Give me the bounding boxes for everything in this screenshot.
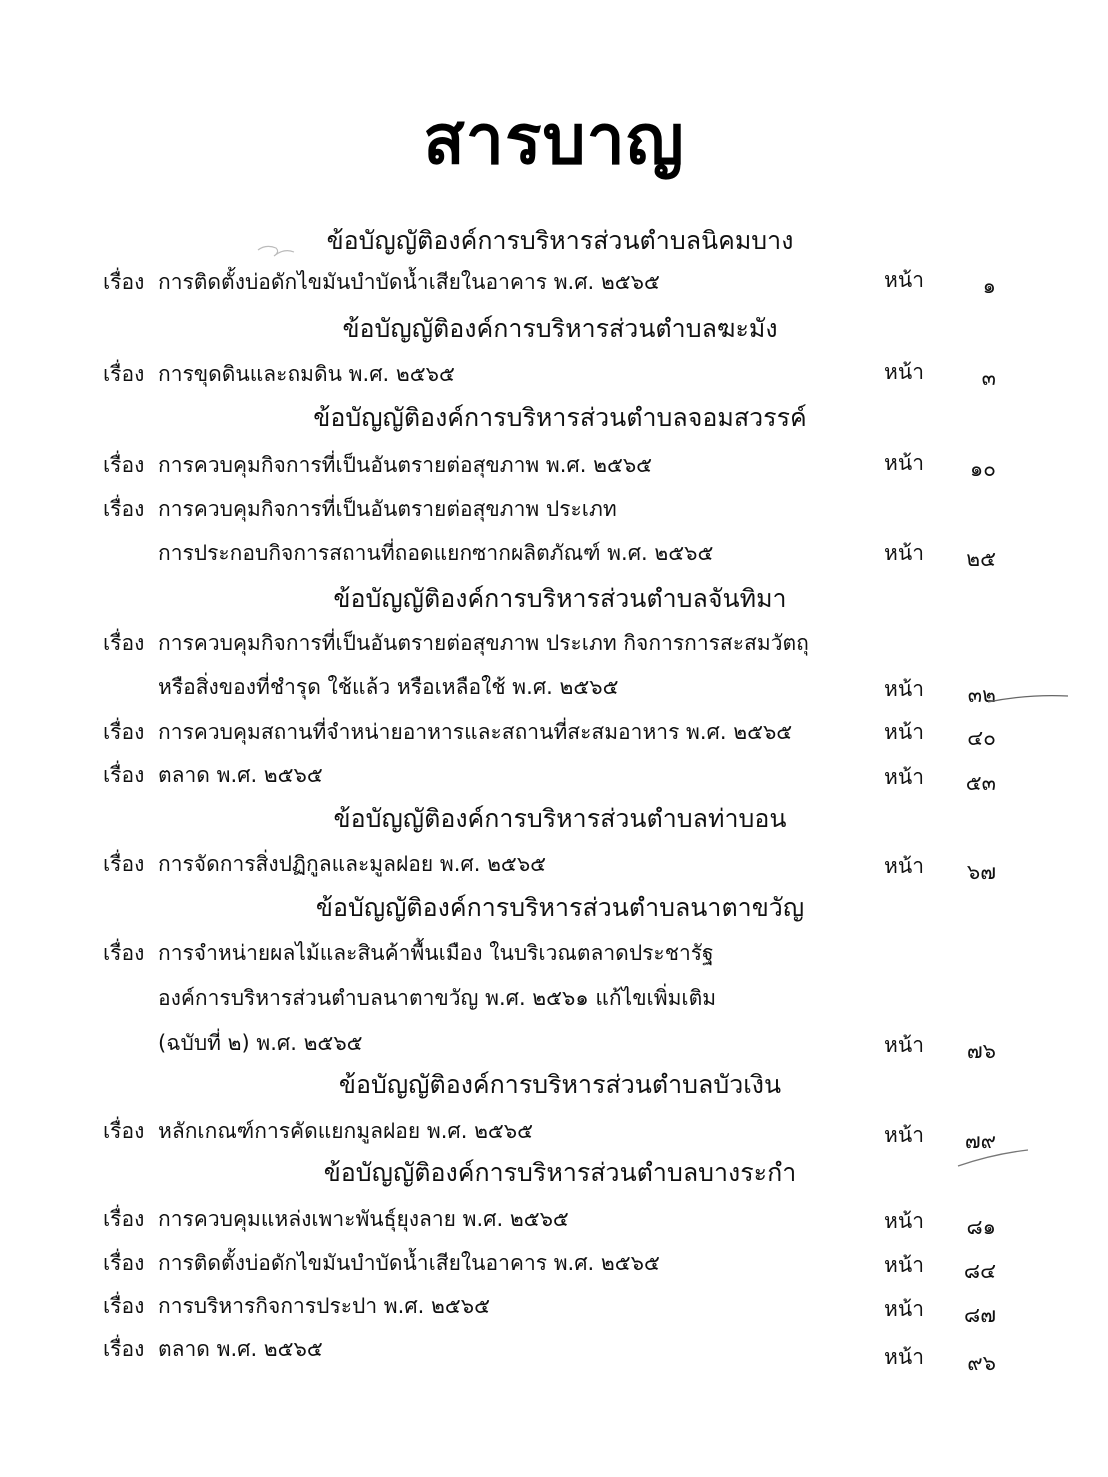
page-number: ๖๗ (966, 860, 996, 884)
page-word: หน้า (884, 268, 924, 292)
entry-title-line: การติดตั้งบ่อดักไขมันบำบัดน้ำเสียในอาคาร พ.ศ. ๒๕๖๕ (158, 270, 660, 294)
entry-label: เรื่อง (103, 1119, 145, 1143)
page-number: ๕๓ (965, 771, 996, 795)
entry-label: เรื่อง (103, 1207, 145, 1231)
entry-label: เรื่อง (103, 1251, 145, 1275)
page-word: หน้า (884, 1297, 924, 1321)
entry-label: เรื่อง (103, 497, 145, 521)
page-number: ๒๕ (966, 547, 996, 571)
section-heading: ข้อบัญญัติองค์การบริหารส่วนตำบลท่าบอน (333, 804, 787, 833)
page-number: ๗๖ (966, 1039, 996, 1063)
page-word: หน้า (884, 1209, 924, 1233)
entry-label: เรื่อง (103, 453, 145, 477)
page-number: ๘๗ (964, 1303, 996, 1327)
page-word: หน้า (884, 1033, 924, 1057)
entry-title-line: การประกอบกิจการสถานที่ถอดแยกซากผลิตภัณฑ์ พ.ศ. ๒๕๖๕ (158, 541, 714, 565)
page-word: หน้า (884, 541, 924, 565)
section-heading: ข้อบัญญัติองค์การบริหารส่วนตำบลจอมสวรรค์ (313, 403, 807, 432)
page-word: หน้า (884, 1123, 924, 1147)
entry-title-line: (ฉบับที่ ๒) พ.ศ. ๒๕๖๕ (158, 1031, 363, 1055)
entry-label: เรื่อง (103, 362, 145, 386)
entry-label: เรื่อง (103, 941, 145, 965)
entry-title-line: การบริหารกิจการประปา พ.ศ. ๒๕๖๕ (158, 1294, 490, 1318)
section-heading: ข้อบัญญัติองค์การบริหารส่วนตำบลฆะมัง (342, 314, 778, 343)
page-word: หน้า (884, 677, 924, 701)
entry-title-line: การจำหน่ายผลไม้และสินค้าพื้นเมือง ในบริเวณตลาดประชารัฐ (158, 941, 714, 965)
page-number: ๓ (981, 366, 996, 390)
entry-label: เรื่อง (103, 852, 145, 876)
entry-label: เรื่อง (103, 763, 145, 787)
page-word: หน้า (884, 765, 924, 789)
entry-label: เรื่อง (103, 1294, 145, 1318)
pen-stroke-p32 (988, 696, 1068, 702)
entry-title-line: การควบคุมแหล่งเพาะพันธุ์ยุงลาย พ.ศ. ๒๕๖๕ (158, 1207, 569, 1231)
entry-title-line: หลักเกณฑ์การคัดแยกมูลฝอย พ.ศ. ๒๕๖๕ (158, 1119, 534, 1143)
page-number: ๓๒ (967, 683, 996, 707)
entry-title-line: ตลาด พ.ศ. ๒๕๖๕ (158, 763, 323, 787)
page-number: ๘๔ (963, 1259, 996, 1283)
page-word: หน้า (884, 1253, 924, 1277)
entry-label: เรื่อง (103, 720, 145, 744)
page-number: ๑ (982, 274, 996, 298)
entry-title-line: การควบคุมสถานที่จำหน่ายอาหารและสถานที่สะสมอาหาร พ.ศ. ๒๕๖๕ (158, 720, 793, 744)
section-heading: ข้อบัญญัติองค์การบริหารส่วนตำบลนิคมบาง (326, 226, 794, 255)
entry-title-line: การจัดการสิ่งปฏิกูลและมูลฝอย พ.ศ. ๒๕๖๕ (158, 852, 547, 876)
page-number: ๗๙ (964, 1129, 996, 1153)
page-word: หน้า (884, 854, 924, 878)
pen-stroke-top (258, 246, 294, 256)
page-word: หน้า (884, 360, 924, 384)
page-word: หน้า (884, 720, 924, 744)
entry-title-line: การติดตั้งบ่อดักไขมันบำบัดน้ำเสียในอาคาร พ.ศ. ๒๕๖๕ (158, 1251, 660, 1275)
page-number: ๑๐ (969, 457, 996, 481)
entry-label: เรื่อง (103, 270, 145, 294)
page-title: สารบาญ (423, 101, 685, 180)
page-word: หน้า (884, 1345, 924, 1369)
section-heading: ข้อบัญญัติองค์การบริหารส่วนตำบลบัวเงิน (338, 1070, 782, 1099)
entry-title-line: ตลาด พ.ศ. ๒๕๖๕ (158, 1337, 323, 1361)
page-number: ๙๖ (967, 1351, 996, 1375)
entry-title-line: การควบคุมกิจการที่เป็นอันตรายต่อสุขภาพ ประเภท กิจการการสะสมวัตถุ (158, 631, 809, 655)
entry-title-line: การควบคุมกิจการที่เป็นอันตรายต่อสุขภาพ พ.ศ. ๒๕๖๕ (158, 453, 653, 477)
section-heading: ข้อบัญญัติองค์การบริหารส่วนตำบลจันทิมา (333, 584, 787, 613)
page-number: ๔๐ (967, 726, 996, 750)
page-word: หน้า (884, 451, 924, 475)
page-number: ๘๑ (966, 1215, 996, 1239)
section-heading: ข้อบัญญัติองค์การบริหารส่วนตำบลบางระกำ (323, 1158, 797, 1187)
entry-title-line: หรือสิ่งของที่ชำรุด ใช้แล้ว หรือเหลือใช้ พ.ศ. ๒๕๖๕ (158, 675, 619, 699)
section-heading: ข้อบัญญัติองค์การบริหารส่วนตำบลนาตาขวัญ (315, 893, 805, 922)
entry-label: เรื่อง (103, 1337, 145, 1361)
entry-title-line: องค์การบริหารส่วนตำบลนาตาขวัญ พ.ศ. ๒๕๖๑ แก้ไขเพิ่มเติม (158, 986, 717, 1010)
entry-title-line: การควบคุมกิจการที่เป็นอันตรายต่อสุขภาพ ประเภท (158, 497, 617, 521)
entry-title-line: การขุดดินและถมดิน พ.ศ. ๒๕๖๕ (158, 362, 455, 386)
entry-label: เรื่อง (103, 631, 145, 655)
